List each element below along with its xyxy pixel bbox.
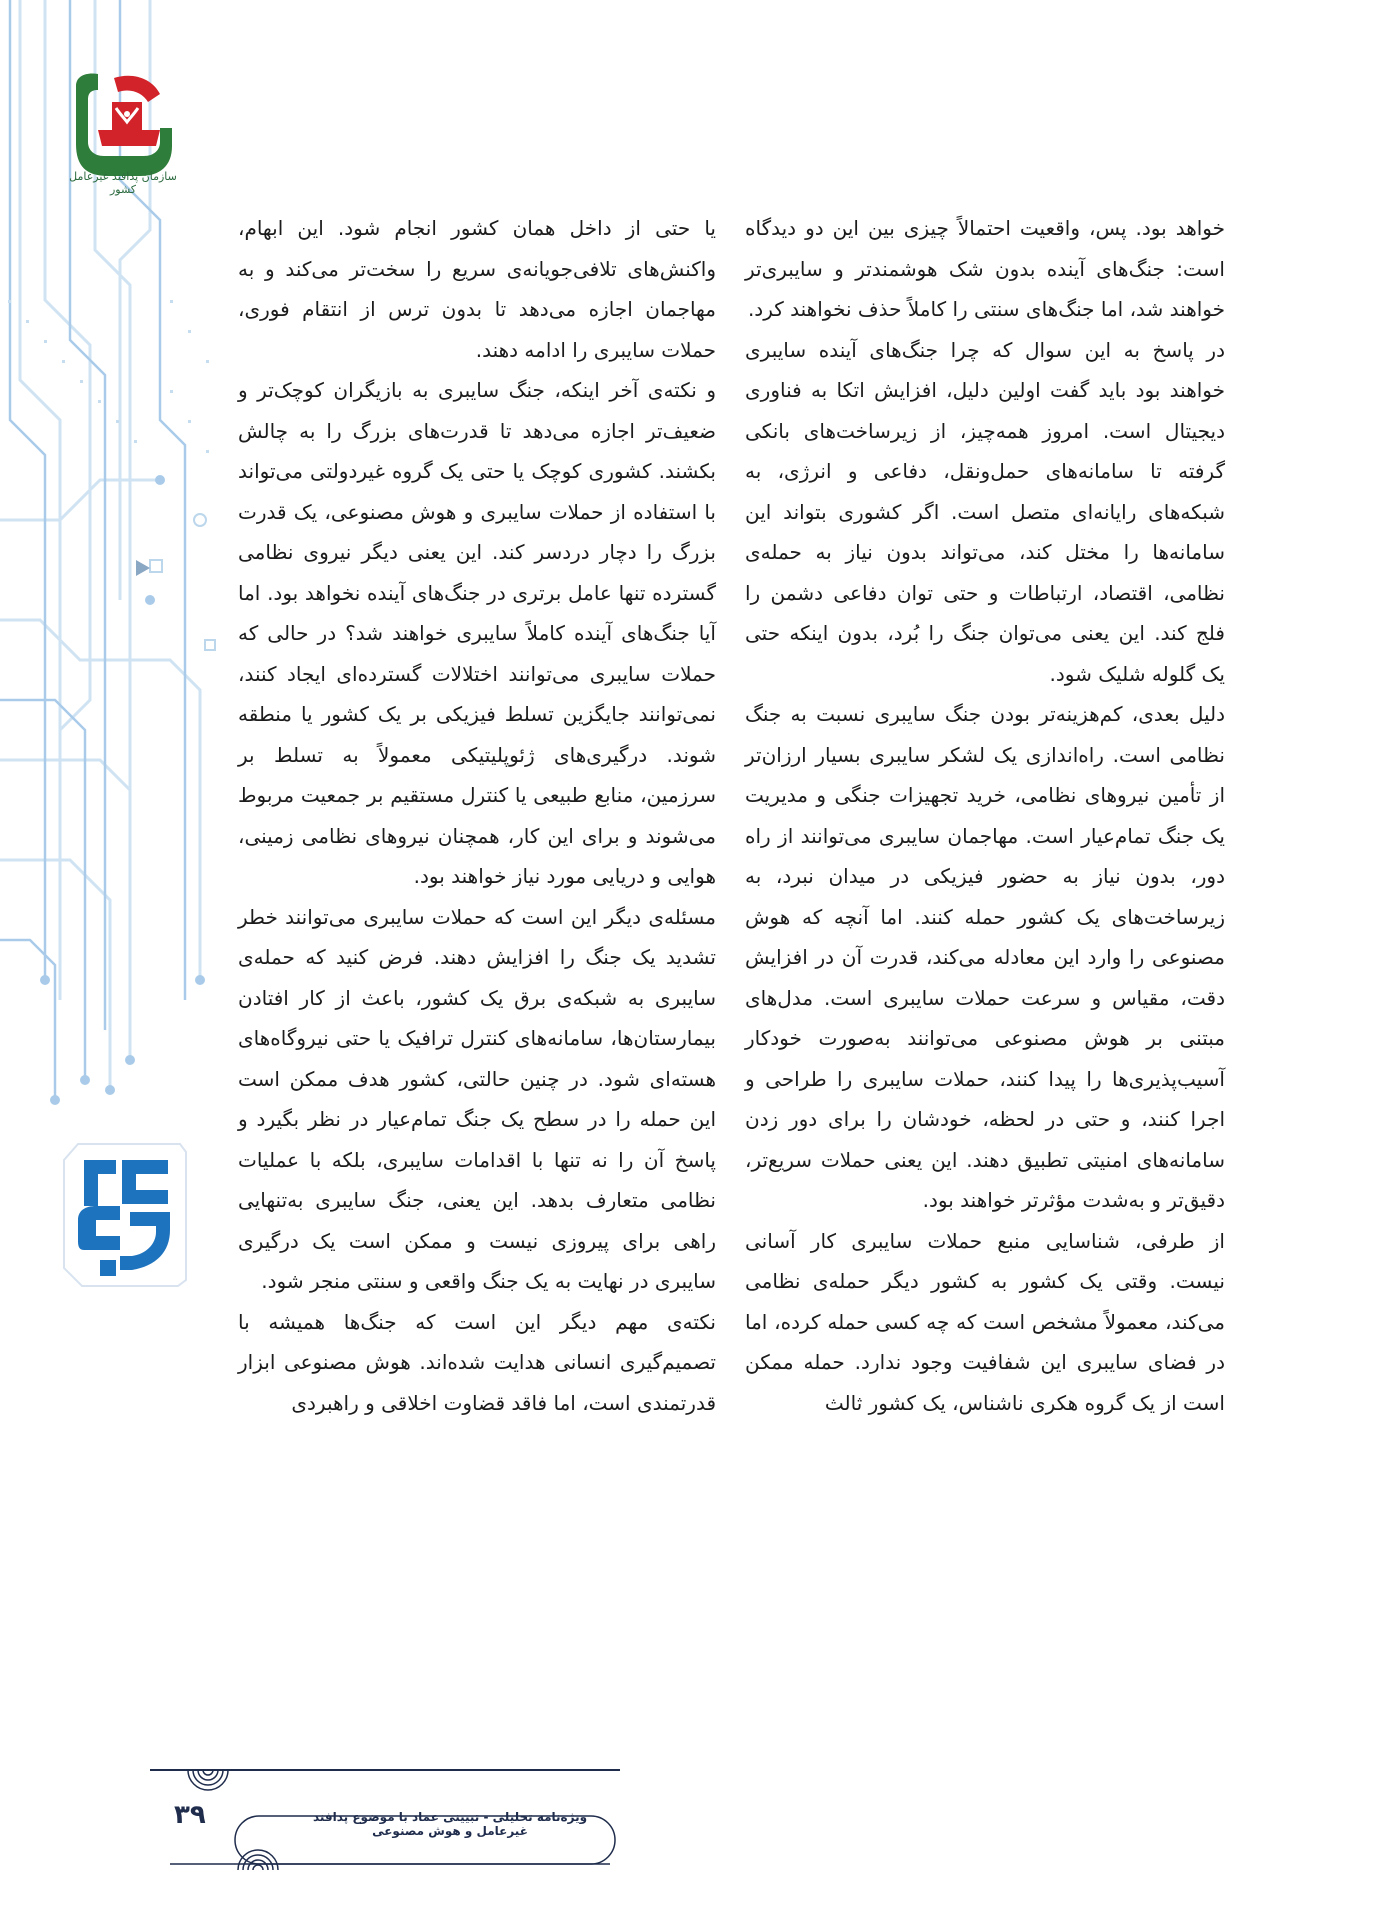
- paragraph: از طرفی، شناسایی منبع حملات سایبری کار آسانی نیست. وقتی یک کشور به کشور دیگر حمله‌ی نظامی می‌کند، معمولاً مشخص است که چه کسی حمله کرده، اما در فضای سایبری این شفافیت وجود ندارد. حمله ممکن است از یک گروه هکری ناشناس، یک کشور ثالث: [745, 1228, 1225, 1415]
- page-number: ۳۹: [174, 1800, 206, 1830]
- article-column-right: [745, 208, 1225, 1423]
- footer-publication-title: ویژه‌نامه تحلیلی - تبیینی عماد با موضوع پدافند غیرعامل و هوش مصنوعی: [312, 1810, 588, 1838]
- paragraph: نکته‌ی مهم دیگر این است که جنگ‌ها همیشه با تصمیم‌گیری انسانی هدایت شده‌اند. هوش مصنوعی ابزار قدرتمندی است، اما فاقد قضاوت اخلاقی و راهبردی: [238, 1309, 716, 1415]
- paragraph: خواهد بود. پس، واقعیت احتمالاً چیزی بین این دو دیدگاه است: جنگ‌های آینده بدون شک هوشمندتر و سایبری‌تر خواهند شد، اما جنگ‌های سنتی را کاملاً حذف نخواهند کرد.: [745, 216, 1225, 321]
- paragraph: و نکته‌ی آخر اینکه، جنگ سایبری به بازیگران کوچک‌تر و ضعیف‌تر اجازه می‌دهد تا قدرت‌های بزرگ را به چالش بکشند. کشوری کوچک یا حتی یک گروه غیردولتی می‌تواند با استفاده از حملات سایبری و هوش مصنوعی، یک قدرت بزرگ را دچار دردسر کند. این یعنی دیگر نیروی نظامی گسترده تنها عامل برتری در جنگ‌های آینده نخواهد بود. اما آیا جنگ‌های آینده کاملاً سایبری خواهند شد؟ در حالی که حملات سایبری می‌توانند اختلالات گسترده‌ای ایجاد کنند، نمی‌توانند جایگزین تسلط فیزیکی بر یک کشور یا منطقه شوند. درگیری‌های ژئوپلیتیکی معمولاً به تسلط بر سرزمین، منابع طبیعی یا کنترل مستقیم بر جمعیت مربوط می‌شوند و برای این کار، همچنان نیروهای نظامی زمینی، هوایی و دریایی مورد نیاز خواهند بود.: [238, 378, 716, 888]
- paragraph: مسئله‌ی دیگر این است که حملات سایبری می‌توانند خطر تشدید یک جنگ را افزایش دهند. فرض کنید که حمله‌ی سایبری به شبکه‌ی برق یک کشور، باعث از کار افتادن بیمارستان‌ها، سامانه‌های کنترل ترافیک یا حتی نیروگاه‌های هسته‌ای شود. در چنین حالتی، کشور هدف ممکن است این حمله را در سطح یک جنگ تمام‌عیار در نظر بگیرد و پاسخ آن را نه تنها با اقدامات سایبری، بلکه با عملیات نظامی متعارف بدهد. این یعنی، جنگ سایبری به‌تنهایی راهی برای پیروزی نیست و ممکن است یک درگیری سایبری در نهایت به یک جنگ واقعی و سنتی منجر شود.: [238, 904, 716, 1293]
- article-column-left: [238, 208, 716, 1423]
- emad-calligraphy-logo-icon: [60, 1140, 190, 1290]
- organization-name-caption: سازمان پدافند غیرعامل کشور: [69, 170, 177, 196]
- paragraph: دلیل بعدی، کم‌هزینه‌تر بودن جنگ سایبری نسبت به جنگ نظامی است. راه‌اندازی یک لشکر سایبری بسیار ارزان‌تر از تأمین نیروهای نظامی، خرید تجهیزات جنگی و مدیریت یک جنگ تمام‌عیار است. مهاجمان سایبری می‌توانند از راه دور، بدون نیاز به حضور فیزیکی در میدان نبرد، به زیرساخت‌های یک کشور حمله کنند. اما آنچه که هوش مصنوعی را وارد این معادله می‌کند، قدرت آن در افزایش دقت، مقیاس و سرعت حملات سایبری است. مدل‌های مبتنی بر هوش مصنوعی می‌توانند به‌صورت خودکار آسیب‌پذیری‌ها را پیدا کنند، حملات سایبری را طراحی و اجرا کنند، و حتی در لحظه، خودشان را برای دور زدن سامانه‌های امنیتی تطبیق دهند. این یعنی حملات سریع‌تر، دقیق‌تر و به‌شدت مؤثرتر خواهند بود.: [745, 702, 1225, 1212]
- paragraph: یا حتی از داخل همان کشور انجام شود. این ابهام، واکنش‌های تلافی‌جویانه‌ی سریع را سخت‌تر می‌کند و به مهاجمان اجازه می‌دهد تا بدون ترس از انتقام فوری، حملات سایبری را ادامه دهند.: [238, 216, 716, 362]
- paragraph: در پاسخ به این سوال که چرا جنگ‌های آینده سایبری خواهند بود باید گفت اولین دلیل، افزایش اتکا به فناوری دیجیتال است. امروز همه‌چیز، از زیرساخت‌های بانکی گرفته تا سامانه‌های حمل‌ونقل، دفاعی و انرژی، به شبکه‌های رایانه‌ای متصل است. اگر کشوری بتواند این سامانه‌ها را مختل کند، می‌تواند بدون نیاز به حمله‌ی نظامی، اقتصاد، ارتباطات و حتی توان دفاعی دشمن را فلج کند. این یعنی می‌توان جنگ را بُرد، بدون اینکه حتی یک گلوله شلیک شود.: [745, 337, 1225, 686]
